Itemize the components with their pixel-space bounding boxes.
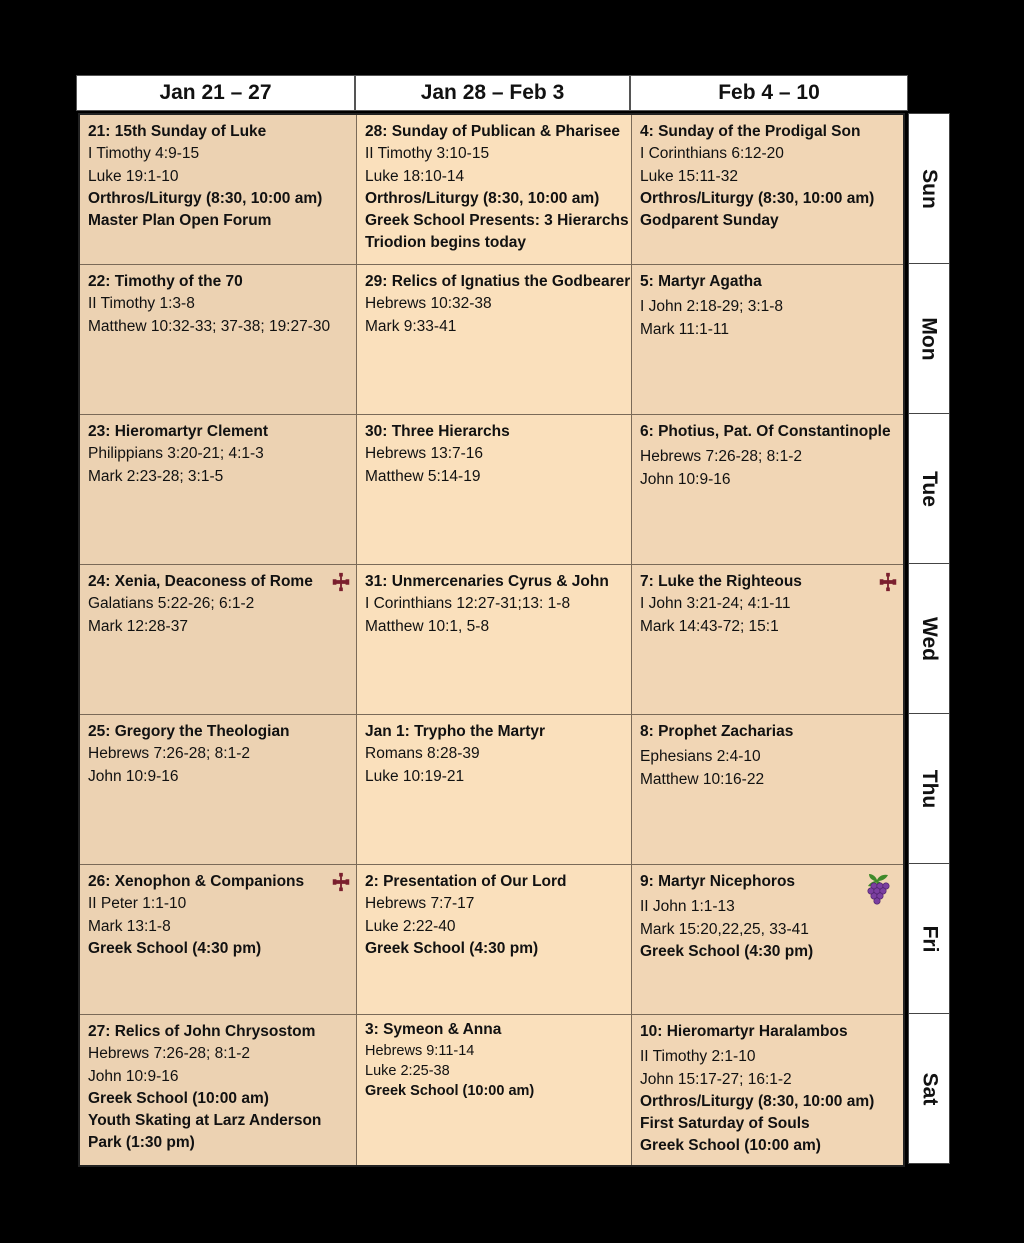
cell-line: Matthew 5:14-19 (365, 467, 481, 485)
feast-title: 23: Hieromartyr Clement (88, 423, 269, 440)
cell-line: Luke 2:22-40 (365, 917, 456, 935)
cell-line: Hebrews 7:7-17 (365, 895, 475, 913)
feast-title: 5: Martyr Agatha (640, 273, 762, 290)
day-cell-sun-week3 (632, 115, 903, 265)
day-cell-wed-week1 (80, 565, 357, 715)
cell-line: Luke 15:11-32 (640, 167, 738, 185)
cell-line: Orthros/Liturgy (8:30, 10:00 am) (88, 189, 323, 207)
day-label-thu (908, 713, 950, 864)
cell-line: Hebrews 7:26-28; 8:1-2 (88, 745, 250, 763)
calendar-grid (78, 113, 905, 1167)
day-cell-fri-week2 (357, 865, 632, 1015)
cell-line: Mark 11:1-11 (640, 320, 730, 338)
cell-line: Orthros/Liturgy (8:30, 10:00 am) (640, 1092, 875, 1110)
cell-line: Greek School (4:30 pm) (365, 939, 539, 957)
cell-line: Triodion begins today (365, 234, 527, 252)
cell-line: First Saturday of Souls (640, 1115, 810, 1133)
day-cell-mon-week1 (80, 265, 357, 415)
cell-line: John 10:9-16 (640, 470, 731, 488)
cell-line: I Corinthians 12:27-31;13: 1-8 (365, 595, 571, 613)
day-cell-thu-week3 (632, 715, 903, 865)
feast-title: 26: Xenophon & Companions (88, 873, 305, 890)
cell-line: Greek School (4:30 pm) (640, 942, 814, 960)
day-label-text: Mon (918, 316, 941, 361)
day-cell-mon-week2 (357, 265, 632, 415)
cell-line: John 10:9-16 (88, 767, 179, 785)
feast-title: 2: Presentation of Our Lord (365, 873, 567, 890)
cell-line: Greek School (4:30 pm) (88, 939, 262, 957)
cell-line: Hebrews 7:26-28; 8:1-2 (88, 1045, 250, 1063)
cell-line: Romans 8:28-39 (365, 745, 480, 763)
day-label-text: Wed (918, 616, 942, 661)
day-label-tue (908, 413, 950, 564)
day-cell-tue-week3 (632, 415, 903, 565)
feast-title: 27: Relics of John Chrysostom (88, 1023, 316, 1040)
cell-line: Hebrews 9:11-14 (365, 1043, 475, 1060)
feast-title: 30: Three Hierarchs (365, 423, 510, 440)
day-cell-sat-week2 (357, 1015, 632, 1165)
feast-title: 28: Sunday of Publican & Pharisee (365, 123, 620, 140)
cell-line: Matthew 10:1, 5-8 (365, 617, 490, 635)
cell-line: Mark 14:43-72; 15:1 (640, 617, 779, 635)
cell-line: II John 1:1-13 (640, 898, 735, 916)
cell-line: Greek School (10:00 am) (365, 1083, 535, 1100)
cell-line: II Timothy 2:1-10 (640, 1048, 756, 1066)
day-cell-fri-week1 (80, 865, 357, 1015)
cell-line: Master Plan Open Forum (88, 212, 272, 230)
cell-line: Greek School Presents: 3 Hierarchs (365, 212, 629, 230)
day-label-wed (908, 563, 950, 714)
cell-line: Youth Skating at Larz Anderson (88, 1112, 322, 1130)
cell-line: Greek School (10:00 am) (88, 1089, 269, 1107)
cell-line: II Timothy 1:3-8 (88, 295, 195, 313)
cell-line: Luke 19:1-10 (88, 167, 179, 185)
cell-line: Orthros/Liturgy (8:30, 10:00 am) (640, 189, 875, 207)
week-header-3: Feb 4 – 10 (630, 75, 908, 111)
cell-line: Luke 10:19-21 (365, 767, 465, 785)
feast-title: 6: Photius, Pat. Of Constantinople (640, 423, 891, 440)
cell-line: Luke 18:10-14 (365, 167, 465, 185)
cell-line: II Timothy 3:10-15 (365, 145, 490, 163)
cross-icon (330, 571, 352, 593)
feast-title: 10: Hieromartyr Haralambos (640, 1023, 848, 1040)
feast-title: 3: Symeon & Anna (365, 1021, 502, 1038)
cell-line: John 15:17-27; 16:1-2 (640, 1070, 792, 1088)
cell-line: I John 3:21-24; 4:1-11 (640, 595, 791, 613)
cell-line: Ephesians 2:4-10 (640, 748, 761, 766)
cell-line: Mark 15:20,22,25, 33-41 (640, 920, 809, 938)
cell-line: Mark 9:33-41 (365, 317, 457, 335)
cell-line: Luke 2:25-38 (365, 1063, 450, 1080)
day-cell-fri-week3 (632, 865, 903, 1015)
day-label-text: Sun (917, 168, 941, 209)
feast-title: 29: Relics of Ignatius the Godbearer (365, 273, 631, 290)
feast-title: 21: 15th Sunday of Luke (88, 123, 267, 140)
day-label-text: Tue (918, 470, 941, 507)
day-cell-thu-week1 (80, 715, 357, 865)
feast-title: 9: Martyr Nicephoros (640, 873, 796, 890)
cell-line: Mark 2:23-28; 3:1-5 (88, 467, 224, 485)
week-header-1: Jan 21 – 27 (76, 75, 355, 111)
cell-line: Orthros/Liturgy (8:30, 10:00 am) (365, 189, 600, 207)
feast-title: 25: Gregory the Theologian (88, 723, 290, 740)
feast-title: 24: Xenia, Deaconess of Rome (88, 573, 313, 590)
week-header-2: Jan 28 – Feb 3 (355, 75, 630, 111)
cell-line: Godparent Sunday (640, 212, 779, 230)
cell-line: Hebrews 13:7-16 (365, 445, 484, 463)
feast-title: 4: Sunday of the Prodigal Son (640, 123, 861, 140)
cell-line: I John 2:18-29; 3:1-8 (640, 298, 784, 316)
grape-icon (861, 871, 895, 907)
cell-line: Greek School (10:00 am) (640, 1137, 821, 1155)
cell-line: Matthew 10:16-22 (640, 770, 765, 788)
cell-line: Matthew 10:32-33; 37-38; 19:27-30 (88, 317, 331, 335)
feast-title: 31: Unmercenaries Cyrus & John (365, 573, 609, 590)
day-label-text: Fri (918, 925, 941, 952)
cell-line: II Peter 1:1-10 (88, 895, 187, 913)
day-label-fri (908, 863, 950, 1014)
cross-icon (330, 871, 352, 893)
cell-line: Mark 12:28-37 (88, 617, 188, 635)
cell-line: Mark 13:1-8 (88, 917, 171, 935)
day-cell-tue-week1 (80, 415, 357, 565)
feast-title: 7: Luke the Righteous (640, 573, 802, 590)
cell-line: Park (1:30 pm) (88, 1134, 195, 1152)
cell-line: I Timothy 4:9-15 (88, 145, 200, 163)
cell-line: Galatians 5:22-26; 6:1-2 (88, 595, 255, 613)
day-cell-sat-week3 (632, 1015, 903, 1165)
feast-title: 22: Timothy of the 70 (88, 273, 243, 290)
cell-line: I Corinthians 6:12-20 (640, 145, 784, 163)
day-label-text: Sat (918, 1072, 941, 1105)
cell-line: Philippians 3:20-21; 4:1-3 (88, 445, 264, 463)
day-cell-thu-week2 (357, 715, 632, 865)
day-cell-sun-week2 (357, 115, 632, 265)
cross-icon (877, 571, 899, 593)
cell-line: John 10:9-16 (88, 1067, 179, 1085)
day-label-sun (908, 113, 950, 264)
cell-line: Hebrews 10:32-38 (365, 295, 492, 313)
day-cell-wed-week2 (357, 565, 632, 715)
cell-line: Hebrews 7:26-28; 8:1-2 (640, 448, 802, 466)
day-cell-wed-week3 (632, 565, 903, 715)
day-cell-tue-week2 (357, 415, 632, 565)
day-cell-sun-week1 (80, 115, 357, 265)
feast-title: 8: Prophet Zacharias (640, 723, 794, 740)
day-label-mon (908, 263, 950, 414)
day-cell-mon-week3 (632, 265, 903, 415)
day-cell-sat-week1 (80, 1015, 357, 1165)
day-label-sat (908, 1013, 950, 1164)
day-label-text: Thu (917, 769, 941, 808)
feast-title: Jan 1: Trypho the Martyr (365, 723, 546, 740)
